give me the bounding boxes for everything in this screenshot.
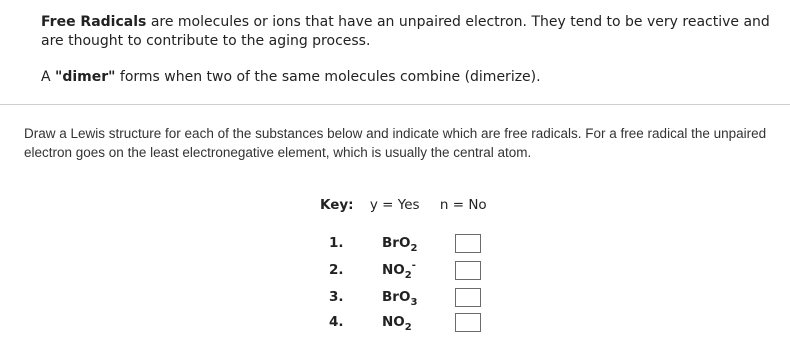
answer-input-2[interactable] (455, 261, 481, 280)
dimer-prefix: A (41, 69, 56, 85)
dimer-definition: forms when two of the same molecules combine (dimerize). (115, 69, 541, 85)
item-number: 1. (329, 235, 344, 251)
item-number: 4. (329, 314, 344, 330)
key-yes: y = Yes (369, 197, 420, 213)
key-no: n = No (439, 197, 487, 213)
item-row-4 (329, 313, 489, 333)
free-radicals-definition: are molecules or ions that have an unpaired electron. They tend to be very reactive and are thought to contribute to the aging process. (41, 14, 770, 49)
instructions-text: Draw a Lewis structure for each of the substances below and indicate which are free radicals. For a free radical the unpaired electron goes on the least electronegative element, which is usually the central atom. (24, 126, 767, 160)
item-formula (382, 260, 416, 281)
formula-subscript: 3 (410, 297, 418, 308)
formula-subscript: 2 (404, 270, 412, 281)
free-radicals-term: Free Radicals (41, 14, 147, 30)
answer-input-3[interactable] (455, 288, 481, 307)
dimer-paragraph (41, 68, 781, 87)
item-number: 3. (329, 289, 344, 305)
formula-base: NO (382, 262, 405, 278)
formula-base: BrO (382, 289, 411, 305)
answer-key (320, 197, 487, 213)
formula-base: NO (382, 314, 405, 330)
formula-charge: - (411, 260, 416, 271)
item-number: 2. (329, 262, 344, 278)
answer-input-1[interactable] (455, 234, 481, 253)
formula-subscript: 2 (410, 243, 418, 254)
answer-input-4[interactable] (455, 313, 481, 332)
item-formula (382, 235, 418, 254)
key-label: Key: (320, 197, 354, 213)
dimer-term: "dimer" (55, 69, 116, 85)
intro-section (0, 0, 790, 105)
formula-base: BrO (382, 235, 411, 251)
item-formula (382, 314, 412, 333)
item-row-1 (329, 234, 489, 254)
formula-subscript: 2 (404, 322, 412, 333)
item-formula (382, 289, 418, 308)
item-row-2 (329, 261, 489, 281)
item-row-3 (329, 288, 489, 308)
free-radicals-paragraph (41, 13, 781, 51)
